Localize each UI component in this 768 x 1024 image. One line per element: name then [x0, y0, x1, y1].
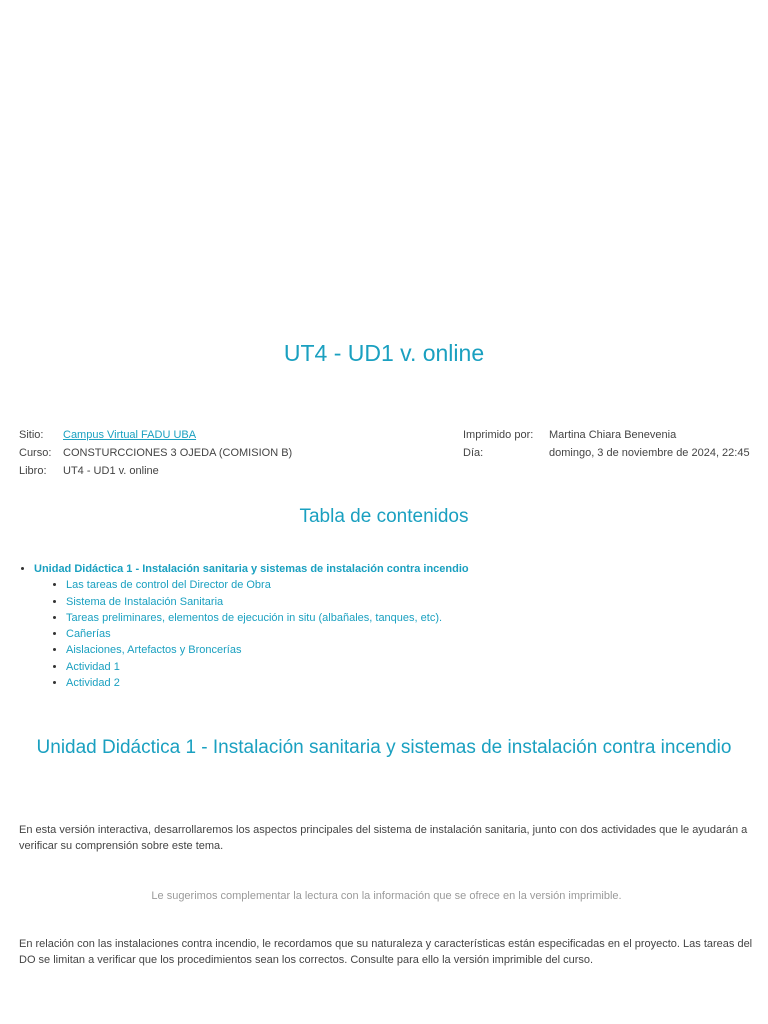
toc-title: Tabla de contenidos — [299, 506, 469, 527]
printed-by-label: Imprimido por: — [463, 429, 534, 441]
toc-item — [66, 577, 740, 593]
meta-row-day — [463, 444, 750, 462]
book-value: UT4 - UD1 v. online — [63, 465, 159, 477]
course-label: Curso: — [19, 447, 52, 459]
meta-row-course — [19, 444, 292, 462]
site-link[interactable]: Campus Virtual FADU UBA — [63, 429, 197, 441]
book-meta-right — [463, 426, 750, 462]
toc-chapter-link[interactable]: Unidad Didáctica 1 - Instalación sanitaria y sistemas de instalación contra incendio — [34, 563, 469, 575]
site-value — [63, 426, 196, 444]
toc-item-link[interactable]: Aislaciones, Artefactos y Broncerías — [66, 644, 242, 657]
toc-item — [66, 675, 740, 691]
book-label: Libro: — [19, 465, 47, 477]
toc-item — [66, 610, 740, 626]
day-value: domingo, 3 de noviembre de 2024, 22:45 — [549, 447, 750, 459]
toc-item-link[interactable]: Actividad 1 — [66, 660, 120, 673]
chapter-paragraph-3: En relación con las instalaciones contra incendio, le recordamos que su naturaleza y características están especificadas en el proyecto. Las tareas del DO se limitan a verificar que los procedimientos sean los correctos. Consulte para ello la versión imprimible del curso. — [19, 938, 753, 966]
printed-by-value: Martina Chiara Benevenia — [549, 429, 677, 441]
toc-item-link[interactable]: Cañerías — [66, 628, 111, 641]
book-title: UT4 - UD1 v. online — [283, 340, 485, 366]
toc-item — [66, 642, 740, 658]
site-label: Sitio: — [19, 429, 44, 441]
meta-row-site — [19, 426, 292, 444]
toc-item-link[interactable]: Tareas preliminares, elementos de ejecución in situ (albañales, tanques, etc). — [66, 611, 443, 624]
chapter-title: Unidad Didáctica 1 - Instalación sanitaria y sistemas de instalación contra incendio — [36, 737, 732, 758]
toc-item-link[interactable]: Actividad 2 — [66, 677, 120, 690]
toc-item-link[interactable]: Sistema de Instalación Sanitaria — [66, 595, 224, 608]
toc-item — [66, 594, 740, 610]
day-label: Día: — [463, 447, 484, 459]
toc-item — [66, 626, 740, 642]
toc-list — [20, 561, 740, 691]
meta-row-printed-by — [463, 426, 750, 444]
meta-row-book — [19, 462, 292, 480]
table-of-contents — [20, 561, 740, 691]
toc-item — [66, 659, 740, 675]
toc-item-link[interactable]: Las tareas de control del Director de Obra — [66, 579, 271, 592]
chapter-paragraph-1: En esta versión interactiva, desarrollaremos los aspectos principales del sistema de instalación sanitaria, junto con dos actividades que le ayudarán a verificar su comprensión sobre este tema. — [19, 824, 748, 852]
toc-sublist — [34, 577, 740, 691]
course-value: CONSTURCCIONES 3 OJEDA (COMISION B) — [63, 447, 293, 459]
toc-chapter-item — [34, 561, 740, 691]
chapter-paragraph-2: Le sugerimos complementar la lectura con la información que se ofrece en la versión imprimible. — [151, 890, 622, 902]
book-meta-left — [19, 426, 292, 480]
